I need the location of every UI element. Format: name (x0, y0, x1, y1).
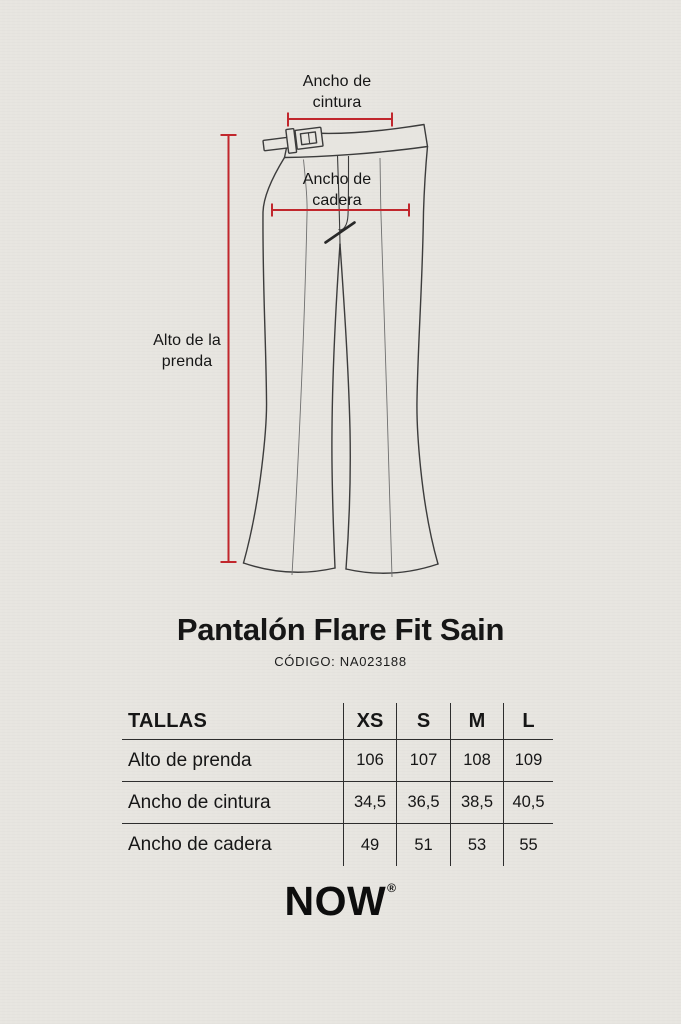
brand-logo (0, 878, 681, 925)
size-table-header-row (122, 703, 553, 740)
cell-value: 49 (343, 824, 396, 866)
cell-value: 38,5 (450, 782, 503, 823)
row-label: Ancho de cadera (128, 834, 272, 855)
row-label: Alto de prenda (128, 749, 252, 771)
table-row-garment-height (122, 740, 553, 782)
crease-lines (292, 158, 392, 577)
table-row-waist-width (122, 782, 553, 824)
cell-value: 53 (450, 824, 503, 866)
cell-value: 51 (396, 824, 450, 866)
size-column-m: M (450, 703, 503, 739)
size-column-xs: XS (343, 703, 396, 739)
waist-measure-line (288, 113, 392, 127)
cell-value: 109 (503, 740, 553, 781)
brand-logo-text: NOW (284, 878, 387, 924)
cell-value: 40,5 (503, 782, 553, 823)
waist-width-label: Ancho de cintura (302, 73, 372, 111)
cell-value: 106 (343, 740, 396, 781)
hip-width-label: Ancho de cadera (302, 171, 372, 209)
registered-trademark-icon: ® (387, 881, 397, 895)
garment-height-label: Alto de la prenda (153, 332, 221, 370)
row-label: Ancho de cintura (128, 791, 271, 813)
size-table-title: TALLAS (128, 709, 208, 732)
size-column-l: L (503, 703, 553, 739)
cell-value: 108 (450, 740, 503, 781)
cell-value: 107 (396, 740, 450, 781)
cell-value: 36,5 (396, 782, 450, 823)
cell-value: 55 (503, 824, 553, 866)
size-table (122, 703, 553, 866)
cell-value: 34,5 (343, 782, 396, 823)
product-title: Pantalón Flare Fit Sain (176, 612, 505, 647)
product-code: CÓDIGO: NA023188 (274, 654, 407, 669)
size-column-s: S (396, 703, 450, 739)
table-row-hip-width (122, 824, 553, 866)
